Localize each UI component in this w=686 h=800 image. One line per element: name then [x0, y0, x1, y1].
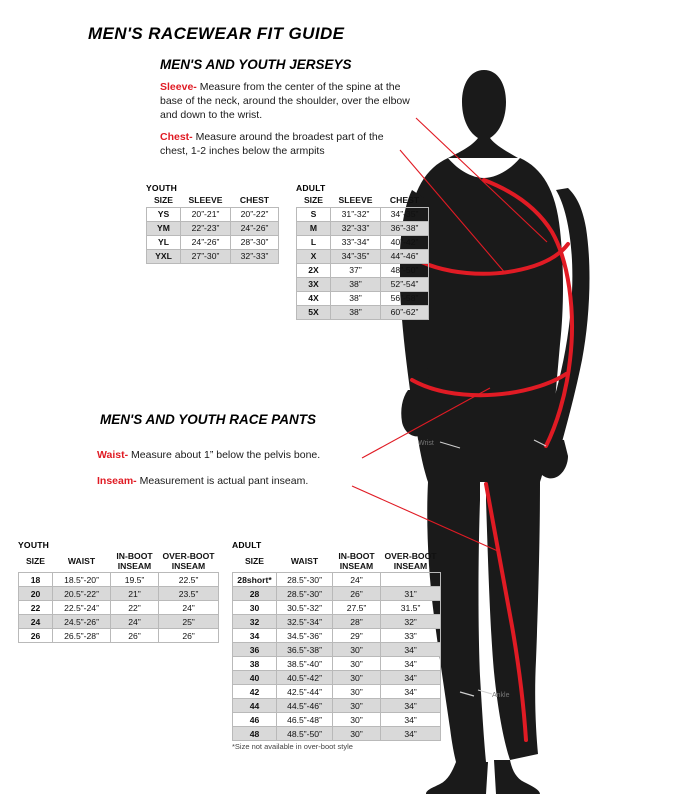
- ankle-leader: [478, 690, 492, 694]
- measure-cell: 30”: [333, 657, 381, 671]
- column-header: CHEST: [239, 194, 270, 205]
- column-header: IN-BOOT INSEAM: [338, 551, 375, 571]
- chest-term: Chest-: [160, 131, 193, 143]
- measure-cell: 46.5”-48”: [277, 713, 333, 727]
- chest-definition-text: Measure around the broadest part of the chest, 1-2 inches below the armpits: [160, 131, 384, 157]
- measure-cell: 42.5”-44”: [277, 685, 333, 699]
- table-header-row: [297, 193, 429, 207]
- measure-cell: 22.5”-24”: [53, 601, 111, 615]
- measure-cell: 24”: [333, 573, 381, 587]
- table-row: [233, 685, 441, 699]
- adult-jersey-table: [296, 193, 429, 320]
- youth-jersey-table-wrap: [146, 183, 279, 264]
- measure-cell: 32.5”-34”: [277, 615, 333, 629]
- adult-jersey-group-label: ADULT: [296, 183, 326, 193]
- measure-cell: 20”-21”: [181, 207, 231, 221]
- table-row: [147, 249, 279, 263]
- table-header-row: [147, 193, 279, 207]
- size-cell: YS: [147, 207, 181, 221]
- table-row: [233, 615, 441, 629]
- measure-cell: 28.5”-30”: [277, 587, 333, 601]
- table-header-row: [19, 550, 219, 573]
- measure-cell: 30”: [333, 685, 381, 699]
- size-cell: 40: [233, 671, 277, 685]
- measure-cell: 27.5”: [333, 601, 381, 615]
- size-cell: YXL: [147, 249, 181, 263]
- measure-cell: 34”: [381, 699, 441, 713]
- measure-cell: 30”: [333, 713, 381, 727]
- table-row: [233, 671, 441, 685]
- youth-pants-table: [18, 550, 219, 643]
- table-row: [147, 235, 279, 249]
- measure-cell: 34”-35”: [381, 207, 429, 221]
- measure-cell: 24”-26”: [231, 221, 279, 235]
- column-header: CHEST: [389, 194, 420, 205]
- table-row: [233, 713, 441, 727]
- size-cell: 5X: [297, 305, 331, 319]
- wrist-leader: [440, 442, 460, 448]
- measure-cell: 34”: [381, 727, 441, 741]
- youth-pants-group-label: YOUTH: [18, 540, 50, 550]
- table-row: [233, 699, 441, 713]
- measure-cell: 25”: [159, 615, 219, 629]
- measure-cell: 30”: [333, 699, 381, 713]
- column-header: IN-BOOT INSEAM: [116, 551, 153, 571]
- measure-cell: 34”: [381, 713, 441, 727]
- measure-cell: 34”: [381, 685, 441, 699]
- measure-cell: 20.5”-22”: [53, 587, 111, 601]
- youth-jersey-group-label: YOUTH: [146, 183, 178, 193]
- size-cell: 28short*: [233, 573, 277, 587]
- measure-cell: 23.5”: [159, 587, 219, 601]
- measure-cell: 31”-32”: [331, 207, 381, 221]
- measure-cell: 32”: [381, 615, 441, 629]
- table-row: [297, 221, 429, 235]
- waist-term: Waist-: [97, 449, 129, 461]
- table-row: [233, 727, 441, 741]
- size-cell: L: [297, 235, 331, 249]
- column-header: WAIST: [290, 556, 319, 566]
- column-header: SIZE: [244, 556, 265, 566]
- measure-cell: 30”: [333, 727, 381, 741]
- measure-cell: 34”: [381, 671, 441, 685]
- measure-cell: 22”: [111, 601, 159, 615]
- measure-cell: 32”-33”: [331, 221, 381, 235]
- table-row: [297, 249, 429, 263]
- chest-definition: [160, 130, 410, 158]
- measure-cell: 34”: [381, 657, 441, 671]
- table-row: [19, 629, 219, 643]
- page-title: MEN'S RACEWEAR FIT GUIDE: [88, 24, 345, 43]
- size-cell: 3X: [297, 277, 331, 291]
- table-row: [19, 601, 219, 615]
- measure-cell: 24”: [159, 601, 219, 615]
- table-row: [233, 643, 441, 657]
- measure-cell: 26.5”-28”: [53, 629, 111, 643]
- size-cell: 28: [233, 587, 277, 601]
- measure-cell: 34”: [381, 643, 441, 657]
- measure-cell: 30”: [333, 643, 381, 657]
- table-row: [233, 587, 441, 601]
- measure-cell: 28.5”-30”: [277, 573, 333, 587]
- table-row: [19, 615, 219, 629]
- measure-cell: 24”-26”: [181, 235, 231, 249]
- measure-cell: 38”: [331, 305, 381, 319]
- table-row: [233, 601, 441, 615]
- measure-cell: 34”-35”: [331, 249, 381, 263]
- size-cell: X: [297, 249, 331, 263]
- sleeve-leader: [416, 118, 547, 242]
- measure-cell: 38”: [331, 291, 381, 305]
- column-header: SIZE: [153, 194, 174, 205]
- table-row: [297, 291, 429, 305]
- size-footnote: *Size not available in over-boot style: [232, 742, 353, 751]
- size-cell: 42: [233, 685, 277, 699]
- measure-cell: 22”-23”: [181, 221, 231, 235]
- table-row: [233, 657, 441, 671]
- youth-jersey-table: [146, 193, 279, 264]
- jersey-section-title: MEN'S AND YOUTH JERSEYS: [160, 57, 352, 72]
- column-header: SIZE: [303, 194, 324, 205]
- size-cell: 20: [19, 587, 53, 601]
- size-cell: 22: [19, 601, 53, 615]
- size-cell: 4X: [297, 291, 331, 305]
- table-row: [297, 263, 429, 277]
- measure-cell: 48.5”-50”: [277, 727, 333, 741]
- table-row: [297, 277, 429, 291]
- column-header: SIZE: [25, 556, 46, 566]
- measure-cell: 44”-46”: [381, 249, 429, 263]
- measure-cell: 29”: [333, 629, 381, 643]
- size-cell: 32: [233, 615, 277, 629]
- measure-cell: 36”-38”: [381, 221, 429, 235]
- measure-cell: 38.5”-40”: [277, 657, 333, 671]
- measure-cell: 18.5”-20”: [53, 573, 111, 587]
- column-header: OVER-BOOT INSEAM: [162, 551, 215, 571]
- size-cell: 18: [19, 573, 53, 587]
- table-row: [19, 587, 219, 601]
- ankle-label: Ankle: [492, 692, 510, 699]
- size-cell: 2X: [297, 263, 331, 277]
- pants-section-title: MEN'S AND YOUTH RACE PANTS: [100, 412, 316, 427]
- size-cell: 46: [233, 713, 277, 727]
- table-row: [19, 573, 219, 587]
- measure-cell: 30.5”-32”: [277, 601, 333, 615]
- table-row: [233, 573, 441, 587]
- inseam-term: Inseam-: [97, 475, 137, 487]
- measure-cell: 32”-33”: [231, 249, 279, 263]
- measure-cell: 44.5”-46”: [277, 699, 333, 713]
- table-row: [297, 235, 429, 249]
- size-cell: 44: [233, 699, 277, 713]
- size-cell: YM: [147, 221, 181, 235]
- measure-cell: 36.5”-38”: [277, 643, 333, 657]
- measure-cell: 28”: [333, 615, 381, 629]
- table-row: [297, 207, 429, 221]
- size-cell: M: [297, 221, 331, 235]
- measure-cell: 40.5”-42”: [277, 671, 333, 685]
- adult-pants-table-wrap: [232, 540, 441, 741]
- size-cell: 36: [233, 643, 277, 657]
- measure-cell: 33”-34”: [331, 235, 381, 249]
- column-header: SLEEVE: [188, 194, 223, 205]
- table-row: [147, 221, 279, 235]
- adult-jersey-table-wrap: [296, 183, 429, 320]
- adult-pants-table: [232, 550, 441, 741]
- youth-pants-table-wrap: [18, 540, 219, 643]
- measure-cell: 48”-50”: [381, 263, 429, 277]
- measure-cell: [381, 573, 441, 587]
- table-row: [147, 207, 279, 221]
- size-cell: 38: [233, 657, 277, 671]
- measure-cell: 19.5”: [111, 573, 159, 587]
- measure-cell: 37”: [331, 263, 381, 277]
- measure-cell: 28”-30”: [231, 235, 279, 249]
- measure-cell: 27”-30”: [181, 249, 231, 263]
- table-header-row: [233, 550, 441, 573]
- measure-cell: 30”: [333, 671, 381, 685]
- waist-leader: [362, 388, 490, 458]
- adult-pants-group-label: ADULT: [232, 540, 262, 550]
- sleeve-term: Sleeve-: [160, 81, 197, 93]
- measure-cell: 33”: [381, 629, 441, 643]
- column-header: WAIST: [67, 556, 96, 566]
- measure-cell: 38”: [331, 277, 381, 291]
- measure-cell: 31”: [381, 587, 441, 601]
- column-header: SLEEVE: [338, 194, 373, 205]
- measure-cell: 21”: [111, 587, 159, 601]
- inseam-definition: [97, 474, 377, 488]
- size-cell: S: [297, 207, 331, 221]
- measure-cell: 40”-42”: [381, 235, 429, 249]
- sleeve-definition-text: Measure from the center of the spine at the base of the neck, around the shoulder, over the elbow and down to the wrist.: [160, 81, 410, 121]
- size-cell: 30: [233, 601, 277, 615]
- size-cell: YL: [147, 235, 181, 249]
- column-header: OVER-BOOT INSEAM: [384, 551, 437, 571]
- measure-cell: 26”: [111, 629, 159, 643]
- table-row: [233, 629, 441, 643]
- measure-cell: 26”: [333, 587, 381, 601]
- measure-cell: 24.5”-26”: [53, 615, 111, 629]
- measure-cell: 26”: [159, 629, 219, 643]
- wrist-label: Wrist: [418, 440, 434, 447]
- size-cell: 26: [19, 629, 53, 643]
- measure-cell: 56”-58”: [381, 291, 429, 305]
- size-cell: 48: [233, 727, 277, 741]
- measure-cell: 24”: [111, 615, 159, 629]
- waist-definition: [97, 448, 377, 462]
- measure-cell: 34.5”-36”: [277, 629, 333, 643]
- measure-cell: 52”-54”: [381, 277, 429, 291]
- measure-cell: 31.5”: [381, 601, 441, 615]
- sleeve-definition: [160, 80, 422, 122]
- measure-cell: 22.5”: [159, 573, 219, 587]
- measure-cell: 20”-22”: [231, 207, 279, 221]
- measure-cell: 60”-62”: [381, 305, 429, 319]
- waist-definition-text: Measure about 1” below the pelvis bone.: [128, 449, 321, 461]
- inseam-definition-text: Measurement is actual pant inseam.: [136, 475, 309, 487]
- size-cell: 24: [19, 615, 53, 629]
- table-row: [297, 305, 429, 319]
- size-cell: 34: [233, 629, 277, 643]
